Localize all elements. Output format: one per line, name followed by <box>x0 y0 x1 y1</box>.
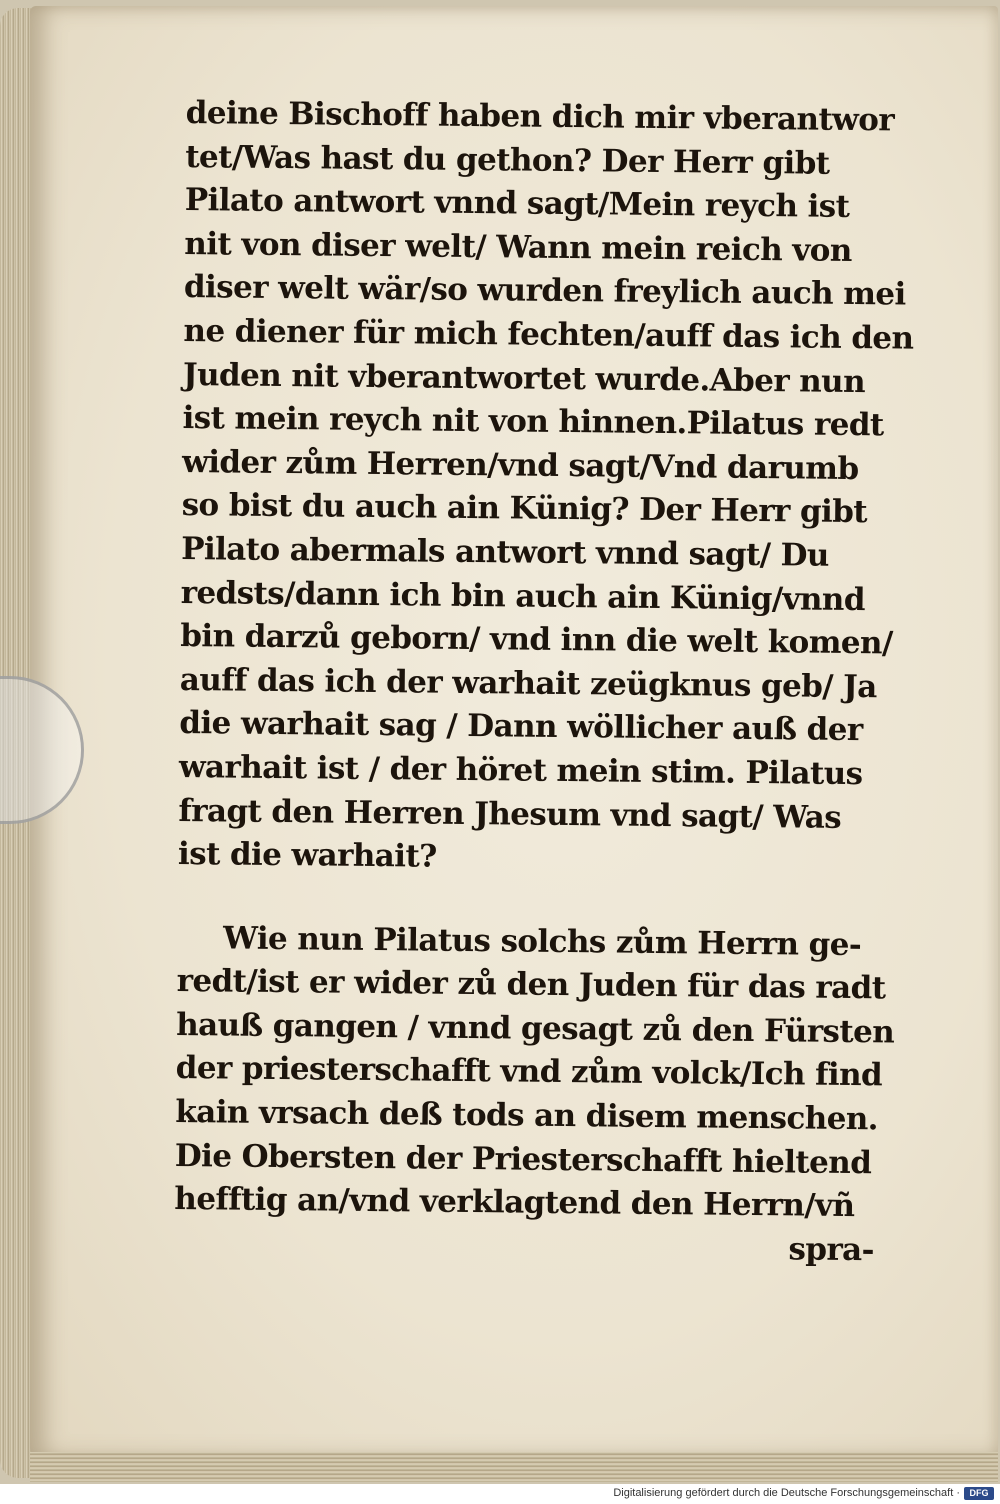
digitization-footer <box>0 1484 1000 1504</box>
text-line: auff das ich der warhait zeügknus geb/ Ja <box>179 661 877 705</box>
text-line: bin darzů geborn/ vnd inn die welt komen/ <box>180 618 893 662</box>
text-line: Pilato antwort vnnd sagt/Mein reych ist <box>184 182 850 226</box>
text-line: Pilato abermals antwort vnnd sagt/ Du <box>181 530 830 574</box>
text-line: hefftig an/vnd verklagtend den Herrn/vñ <box>174 1181 855 1225</box>
text-line: hauß gangen / vnnd gesagt zů den Fürsten <box>176 1006 895 1051</box>
text-line: tet/Was hast du gethon? Der Herr gibt <box>185 138 830 182</box>
text-line: ist mein reych nit von hinnen.Pilatus redt <box>182 400 884 444</box>
catchword: spra- <box>788 1231 875 1269</box>
dfg-logo-icon: DFG <box>964 1487 994 1500</box>
paragraph-1 <box>177 92 914 884</box>
text-line: fragt den Herren Jhesum vnd sagt/ Was <box>178 792 842 836</box>
page-edges-bottom <box>30 1452 998 1482</box>
text-line: nit von diser welt/ Wann mein reich von <box>184 225 852 269</box>
text-line: ne diener für mich fechten/auff das ich den <box>183 312 914 357</box>
paragraph-2 <box>174 917 897 1230</box>
text-line: Wie nun Pilatus solchs zům Herrn ge- <box>222 920 862 963</box>
text-line: warhait ist / der höret mein stim. Pilatus <box>178 748 863 793</box>
text-line: ist die warhait? <box>177 836 437 875</box>
text-line: wider zům Herren/vnd sagt/Vnd darumb <box>181 443 859 487</box>
footer-credit: Digitalisierung gefördert durch die Deutsche Forschungsgemeinschaft · <box>613 1487 960 1499</box>
text-line: redsts/dann ich bin auch ain Künig/vnnd <box>180 574 866 618</box>
text-line: diser welt wär/so wurden freylich auch mei <box>183 269 906 313</box>
text-line: so bist du auch ain Künig? Der Herr gibt <box>181 487 868 531</box>
text-line: Juden nit vberantwortet wurde.Aber nun <box>182 356 866 400</box>
text-line: die warhait sag / Dann wöllicher auß der <box>179 705 863 749</box>
page-text <box>174 92 914 1273</box>
text-line: redt/ist er wider zů den Juden für das radt <box>176 963 886 1007</box>
text-line: der priesterschafft vnd zům volck/Ich find <box>175 1050 883 1094</box>
text-line: deine Bischoff haben dich mir vberantwor <box>185 94 895 139</box>
text-line: Die Obersten der Priesterschafft hieltend <box>174 1137 872 1181</box>
text-line: kain vrsach deß tods an disem menschen. <box>175 1094 879 1138</box>
